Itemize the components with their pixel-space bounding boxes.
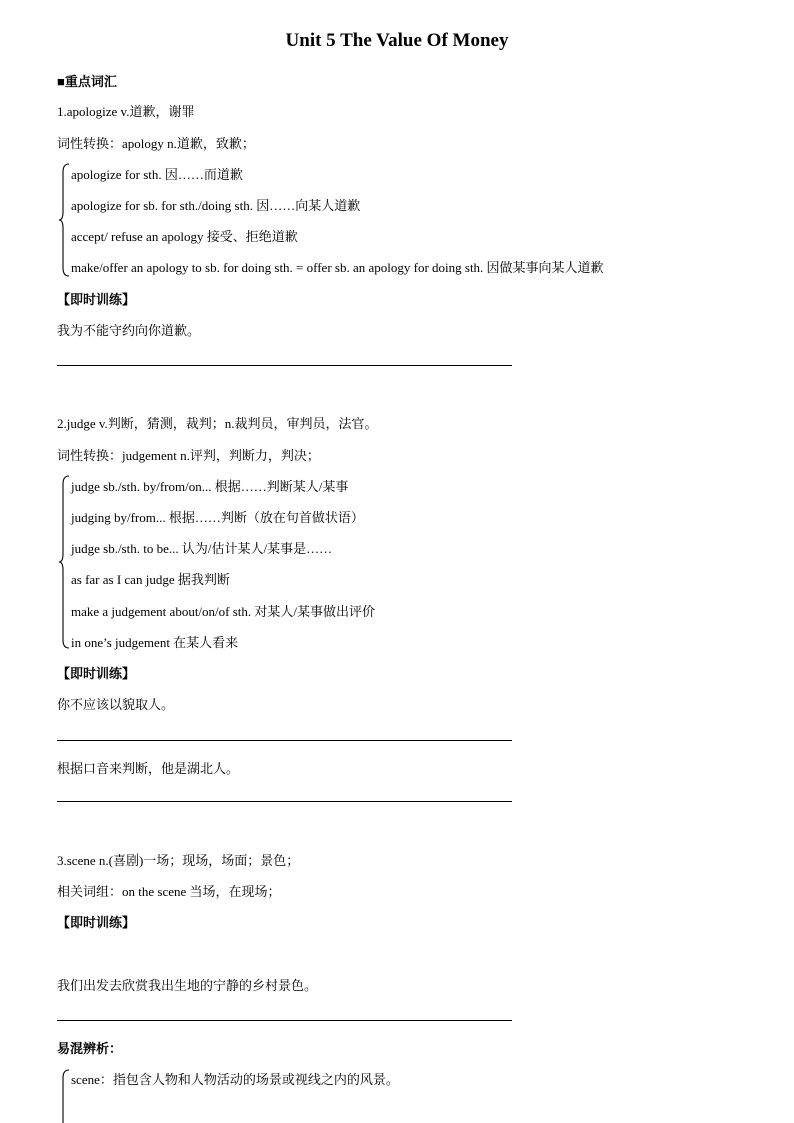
item3-brace [58,1066,72,1123]
answer-line[interactable] [57,801,512,802]
item3-confusion-entry: scene：指包含人物和人物活动的场景或视线之内的风景。 [71,1072,399,1087]
item2-headword: 2.judge v.判断，猜测，裁判；n.裁判员，审判员，法官。 [57,416,378,431]
item3-related: 相关词组：on the scene 当场，在现场； [57,884,281,899]
item1-brace [58,160,72,280]
item2-conversion: 词性转换：judgement n.评判，判断力，判决； [57,448,320,463]
item2-brace [58,472,72,652]
answer-line[interactable] [57,740,512,741]
item2-practice-sentence: 你不应该以貌取人。 [57,697,175,712]
item2-phrase: as far as I can judge 据我判断 [71,572,230,587]
item1-phrase: apologize for sth. 因……而道歉 [71,167,243,182]
item1-conversion: 词性转换：apology n.道歉，致歉； [57,136,255,151]
item2-phrase: judge sb./sth. by/from/on... 根据……判断某人/某事 [71,479,349,494]
item2-phrase: make a judgement about/on/of sth. 对某人/某事做出评价 [71,604,376,619]
item1-practice-label: 【即时训练】 [57,292,136,307]
item3-confusion-label: 易混辨析： [57,1041,123,1056]
item2-practice-label: 【即时训练】 [57,666,136,681]
section-heading: ■重点词汇 [57,74,117,89]
item1-practice-sentence: 我为不能守约向你道歉。 [57,323,201,338]
item1-phrase: make/offer an apology to sb. for doing sth. = offer sb. an apology for doing sth. 因做某事向某人道歉 [71,260,604,275]
answer-line[interactable] [57,365,512,366]
item1-phrase: apologize for sb. for sth./doing sth. 因……向某人道歉 [71,198,361,213]
item1-phrase: accept/ refuse an apology 接受、拒绝道歉 [71,229,298,244]
item2-phrase: in one’s judgement 在某人看来 [71,635,239,650]
item3-practice-label: 【即时训练】 [57,915,136,930]
item2-phrase: judging by/from... 根据……判断（放在句首做状语） [71,510,364,525]
item1-headword: 1.apologize v.道歉，谢罪 [57,104,195,119]
answer-line[interactable] [57,1020,512,1021]
item2-practice-sentence: 根据口音来判断，他是湖北人。 [57,761,240,776]
item3-practice-sentence: 我们出发去欣赏我出生地的宁静的乡村景色。 [57,978,318,993]
item3-headword: 3.scene n.(喜剧)一场；现场，场面；景色； [57,853,300,868]
item2-phrase: judge sb./sth. to be... 认为/估计某人/某事是…… [71,541,333,556]
page-title: Unit 5 The Value Of Money [285,30,509,51]
